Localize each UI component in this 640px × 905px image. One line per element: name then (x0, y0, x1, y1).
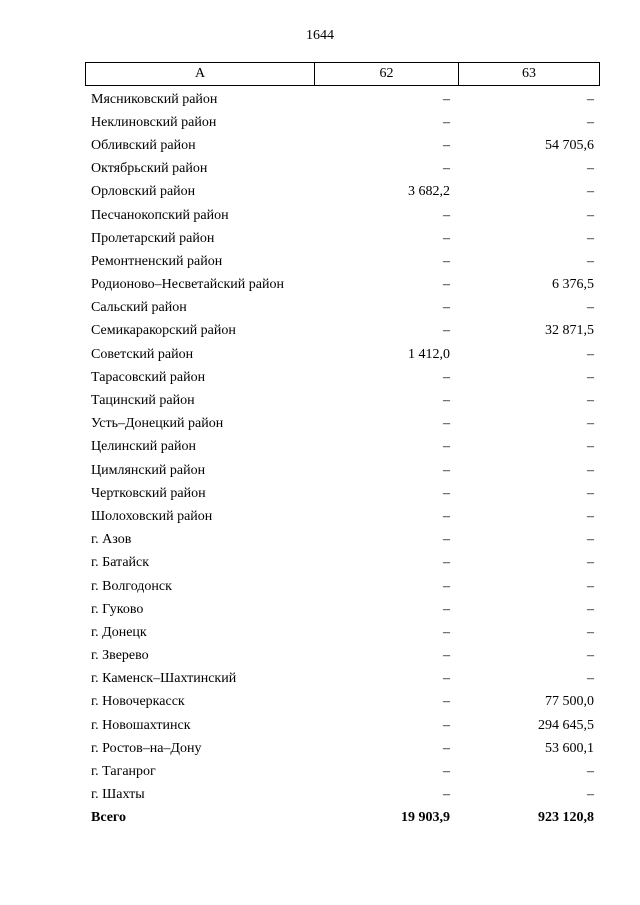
row-name: Цимлянский район (91, 462, 206, 478)
table-row (85, 691, 600, 714)
row-value-62: – (443, 740, 450, 756)
row-value-62: – (443, 578, 450, 594)
row-value-62: – (443, 717, 450, 733)
table-row (85, 134, 600, 157)
row-value-62: – (443, 323, 450, 339)
row-name: г. Каменск–Шахтинский (91, 671, 237, 687)
row-value-63: – (587, 184, 594, 200)
table-row (85, 181, 600, 204)
row-value-63: – (587, 508, 594, 524)
row-name: Тацинский район (91, 393, 195, 409)
row-name: Шолоховский район (91, 508, 213, 524)
row-name: Ремонтненский район (91, 253, 223, 269)
row-value-63: 294 645,5 (538, 717, 594, 733)
row-name: г. Новошахтинск (91, 717, 191, 733)
row-value-63: – (587, 207, 594, 223)
table-row (85, 297, 600, 320)
row-value-62: – (443, 439, 450, 455)
row-value-62: – (443, 300, 450, 316)
table-row (85, 575, 600, 598)
row-value-63: – (587, 300, 594, 316)
row-name: г. Донецк (91, 624, 147, 640)
row-value-62: – (443, 508, 450, 524)
row-name: г. Волгодонск (91, 578, 172, 594)
row-name: Октябрьский район (91, 161, 208, 177)
row-value-63: – (587, 624, 594, 640)
row-name: Тарасовский район (91, 369, 206, 385)
row-value-62: – (443, 648, 450, 664)
row-name: Усть–Донецкий район (91, 416, 224, 432)
row-value-63: 54 705,6 (545, 137, 594, 153)
row-value-63: 77 500,0 (545, 694, 594, 710)
row-value-62: – (443, 207, 450, 223)
table-row (85, 389, 600, 412)
header-col-62: 62 (315, 63, 459, 85)
table-row (85, 274, 600, 297)
header-col-a: А (86, 63, 315, 85)
row-value-62: – (443, 161, 450, 177)
table-row (85, 459, 600, 482)
row-value-62: 1 412,0 (408, 346, 450, 362)
table-row (85, 760, 600, 783)
row-name: Чертковский район (91, 485, 206, 501)
row-value-62: – (443, 462, 450, 478)
row-name: Пролетарский район (91, 230, 215, 246)
row-value-63: 53 600,1 (545, 740, 594, 756)
table-row (85, 204, 600, 227)
row-name: г. Гуково (91, 601, 144, 617)
row-value-63: – (587, 161, 594, 177)
row-name: Целинский район (91, 439, 196, 455)
table-row (85, 621, 600, 644)
row-value-63: – (587, 439, 594, 455)
table-row (85, 250, 600, 273)
row-value-62: – (443, 485, 450, 501)
total-label: Всего (91, 810, 126, 826)
row-value-63: – (587, 462, 594, 478)
row-value-63: 32 871,5 (545, 323, 594, 339)
row-name: Советский район (91, 346, 194, 362)
table-row (85, 436, 600, 459)
row-value-62: – (443, 532, 450, 548)
row-value-62: – (443, 416, 450, 432)
page-number: 1644 (306, 28, 334, 43)
row-value-62: 3 682,2 (408, 184, 450, 200)
table-row (85, 529, 600, 552)
row-name: Орловский район (91, 184, 196, 200)
row-name: Обливский район (91, 137, 196, 153)
row-value-63: – (587, 555, 594, 571)
table-row (85, 598, 600, 621)
row-value-63: – (587, 601, 594, 617)
row-value-62: – (443, 624, 450, 640)
total-value-62: 19 903,9 (401, 810, 450, 826)
table-row (85, 552, 600, 575)
table-row (85, 413, 600, 436)
data-table (85, 62, 600, 830)
row-name: г. Таганрог (91, 764, 156, 780)
row-value-63: – (587, 648, 594, 664)
table-row (85, 366, 600, 389)
row-value-62: – (443, 369, 450, 385)
row-value-63: – (587, 114, 594, 130)
row-name: Сальский район (91, 300, 187, 316)
table-row (85, 158, 600, 181)
row-name: г. Зверево (91, 648, 149, 664)
row-name: Семикаракорский район (91, 323, 236, 339)
row-value-63: – (587, 532, 594, 548)
row-value-63: – (587, 787, 594, 803)
table-row (85, 482, 600, 505)
table-row (85, 111, 600, 134)
row-value-62: – (443, 114, 450, 130)
row-value-63: – (587, 91, 594, 107)
row-value-62: – (443, 764, 450, 780)
table-row (85, 320, 600, 343)
row-name: г. Шахты (91, 787, 145, 803)
row-value-62: – (443, 694, 450, 710)
row-value-63: – (587, 253, 594, 269)
row-value-62: – (443, 277, 450, 293)
table-row (85, 784, 600, 807)
row-value-63: – (587, 578, 594, 594)
table-row (85, 227, 600, 250)
row-name: Родионово–Несветайский район (91, 277, 284, 293)
table-row (85, 668, 600, 691)
row-value-63: – (587, 764, 594, 780)
row-name: г. Азов (91, 532, 132, 548)
total-value-63: 923 120,8 (538, 810, 594, 826)
row-name: Мясниковский район (91, 91, 218, 107)
table-body (85, 88, 600, 807)
table-row (85, 645, 600, 668)
total-row (85, 807, 600, 830)
row-value-62: – (443, 253, 450, 269)
row-value-63: – (587, 485, 594, 501)
row-value-62: – (443, 230, 450, 246)
row-value-62: – (443, 137, 450, 153)
row-name: Песчанокопский район (91, 207, 229, 223)
row-value-63: – (587, 671, 594, 687)
table-row (85, 343, 600, 366)
row-name: г. Ростов–на–Дону (91, 740, 202, 756)
row-value-62: – (443, 601, 450, 617)
row-name: г. Батайск (91, 555, 150, 571)
row-name: Неклиновский район (91, 114, 217, 130)
header-col-63: 63 (522, 66, 536, 81)
table-row (85, 88, 600, 111)
row-value-62: – (443, 787, 450, 803)
row-value-62: – (443, 671, 450, 687)
table-header (85, 62, 600, 86)
row-value-63: 6 376,5 (552, 277, 594, 293)
table-row (85, 505, 600, 528)
row-value-63: – (587, 230, 594, 246)
row-value-62: – (443, 555, 450, 571)
row-value-63: – (587, 369, 594, 385)
row-name: г. Новочеркасск (91, 694, 185, 710)
row-value-62: – (443, 393, 450, 409)
row-value-62: – (443, 91, 450, 107)
table-row (85, 714, 600, 737)
row-value-63: – (587, 393, 594, 409)
table-row (85, 737, 600, 760)
row-value-63: – (587, 346, 594, 362)
row-value-63: – (587, 416, 594, 432)
